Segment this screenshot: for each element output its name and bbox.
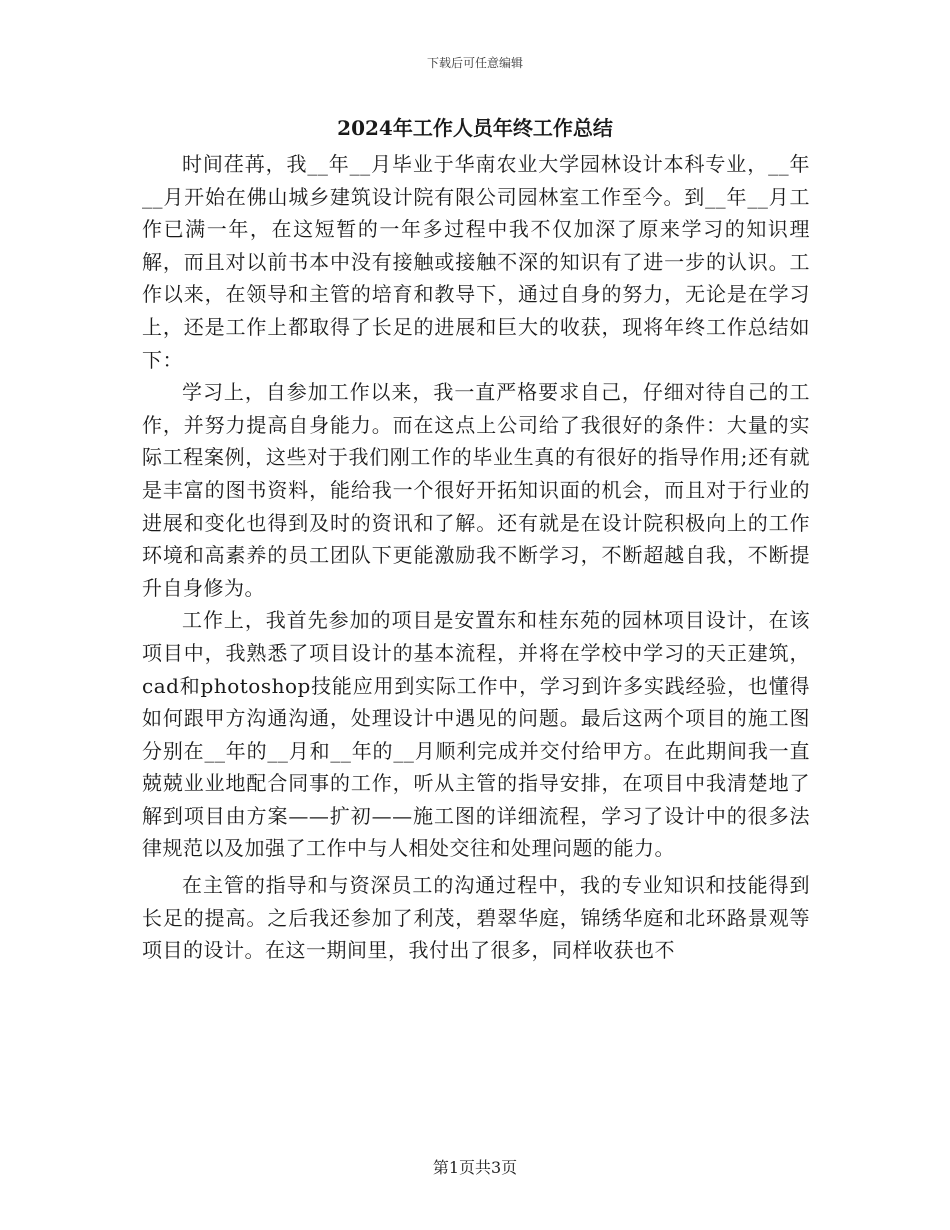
paragraph-work: 工作上，我首先参加的项目是安置东和桂东苑的园林项目设计，在该项目中，我熟悉了项目设计的基本流程，并将在学校中学习的天正建筑，cad和photoshop技能应用到实际工作中，学习到许多实践经验，也懂得如何跟甲方沟通沟通，处理设计中遇见的问题。最后这两个项目的施工图分别在__年的__月和__年的__月顺利完成并交付给甲方。在此期间我一直兢兢业业地配合同事的工作，听从主管的指导安排，在项目中我清楚地了解到项目由方案——扩初——施工图的详细流程，学习了设计中的很多法律规范以及加强了工作中与人相处交往和处理问题的能力。	[142, 608, 810, 861]
paragraph-growth: 在主管的指导和与资深员工的沟通过程中，我的专业知识和技能得到长足的提高。之后我还参加了利茂，碧翠华庭，锦绣华庭和北环路景观等项目的设计。在这一期间里，我付出了很多，同样收获也不	[142, 873, 810, 963]
paragraph-study: 学习上，自参加工作以来，我一直严格要求自己，仔细对待自己的工作，并努力提高自身能力。而在这点上公司给了我很好的条件：大量的实际工程案例，这些对于我们刚工作的毕业生真的有很好的指导作用;还有就是丰富的图书资料，能给我一个很好开拓知识面的机会，而且对于行业的进展和变化也得到及时的资讯和了解。还有就是在设计院积极向上的工作环境和高素养的员工团队下更能激励我不断学习，不断超越自我，不断提升自身修为。	[142, 380, 810, 600]
document-title: 2024年工作人员年终工作总结	[337, 116, 613, 140]
paragraph-intro: 时间荏苒，我__年__月毕业于华南农业大学园林设计本科专业，__年__月开始在佛山城乡建筑设计院有限公司园林室工作至今。到__年__月工作已满一年，在这短暂的一年多过程中我不仅加深了原来学习的知识理解，而且对以前书本中没有接触或接触不深的知识有了进一步的认识。工作以来，在领导和主管的培育和教导下，通过自身的努力，无论是在学习上，还是工作上都取得了长足的进展和巨大的收获，现将年终工作总结如下：	[142, 152, 810, 372]
document-body	[142, 148, 810, 967]
page-number: 第1页共3页	[432, 1158, 518, 1177]
header-note: 下载后可任意编辑	[426, 56, 523, 70]
